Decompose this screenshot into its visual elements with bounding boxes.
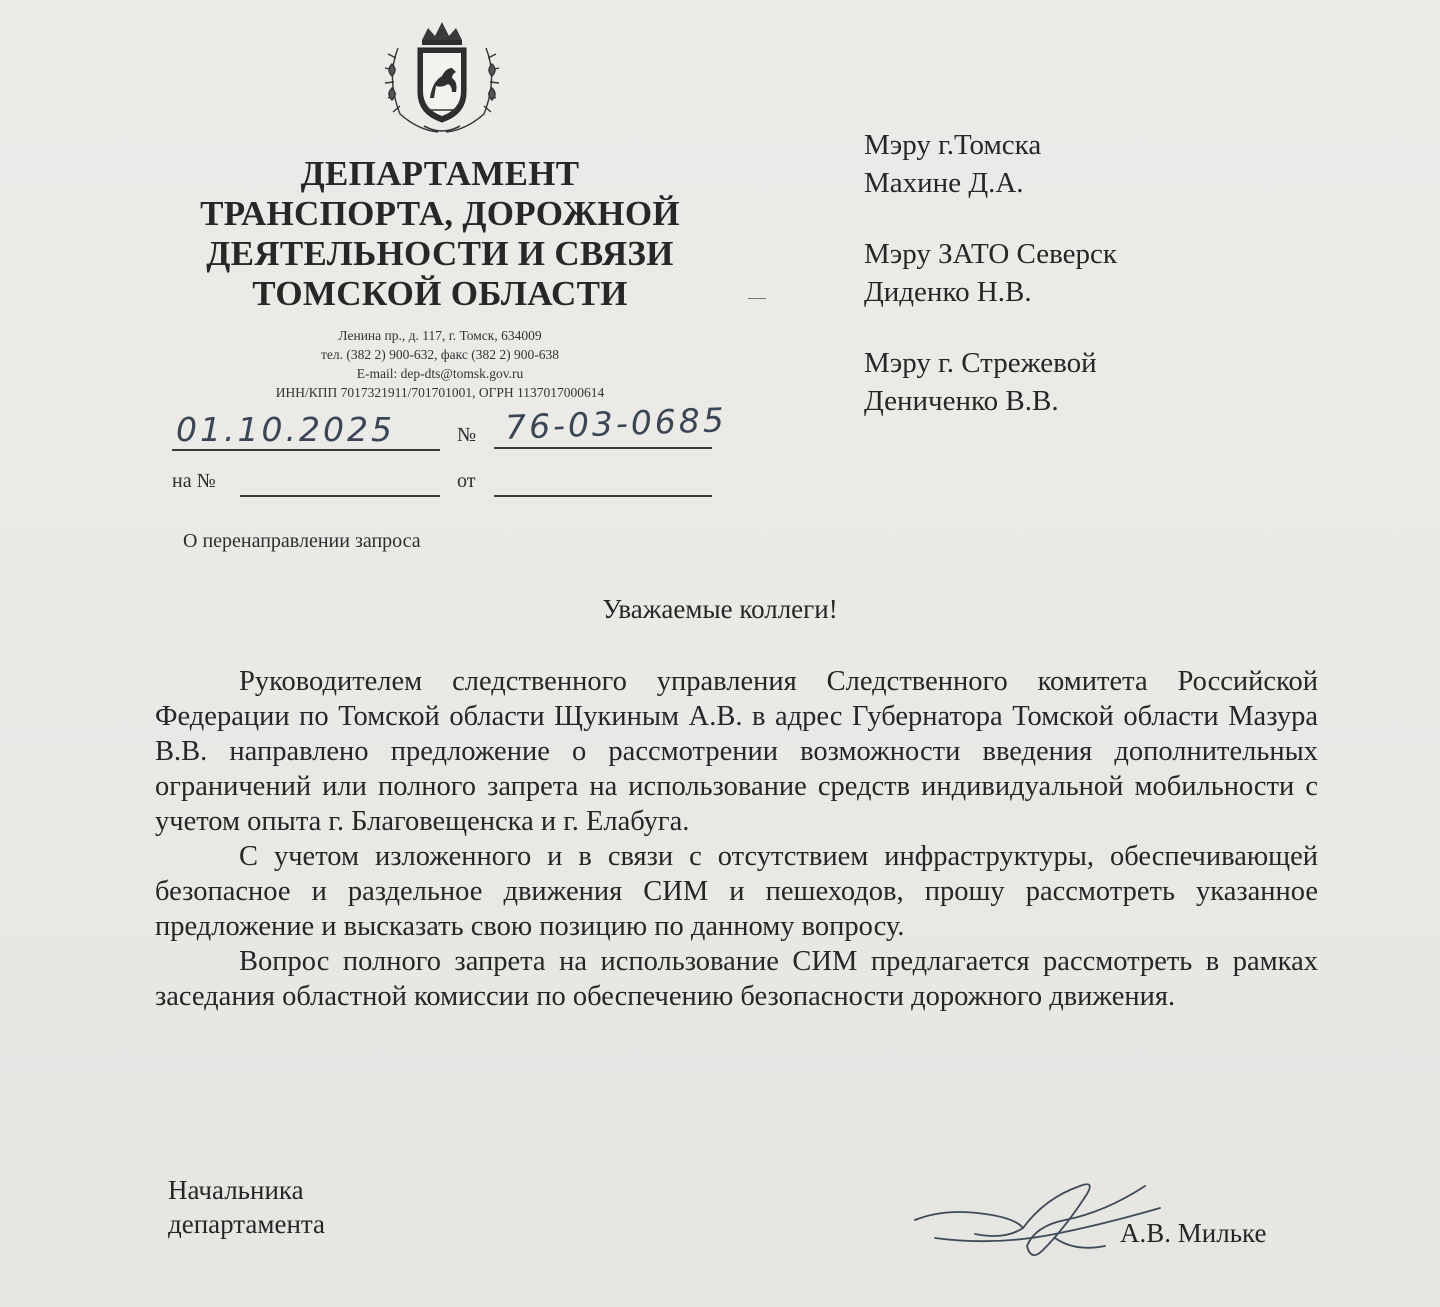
position-line: Начальника [168, 1175, 304, 1205]
body-paragraph: Руководителем следственного управления Следственного комитета Российской Федерации по Томской области Щукиным А.В. в адрес Губернатора Томской области Мазура В.В. направлено предложение о рассмотрении возможности введения дополнительных ограничений или полного запрета на использование средств индивидуальной мобильности с учетом опыта г. Благовещенска и г. Елабуга. [155, 666, 1318, 837]
reference-label: на № [172, 470, 216, 492]
handwritten-number: 76-03-0685 [504, 400, 728, 447]
contact-line: Ленина пр., д. 117, г. Томск, 634009 [338, 328, 542, 343]
department-contacts [200, 326, 680, 402]
signatory-position [168, 1173, 325, 1241]
addressee-block [864, 126, 1041, 202]
addressee-name: Махине Д.А. [864, 167, 1024, 199]
letter-subject: О перенаправлении запроса [183, 530, 421, 552]
addressee-title: Мэру ЗАТО Северск [864, 238, 1117, 270]
reference-underline [240, 495, 440, 497]
number-underline [494, 447, 712, 449]
body-paragraph: С учетом изложенного и в связи с отсутствием инфраструктуры, обеспечивающей безопасное и раздельное движения СИМ и пешеходов, прошу рассмотреть указанное предложение и высказать свою позицию по данному вопросу. [155, 841, 1318, 942]
contact-line: E-mail: dep-dts@tomsk.gov.ru [356, 366, 524, 381]
addressee-title: Мэру г. Стрежевой [864, 347, 1097, 379]
department-line: ДЕЯТЕЛЬНОСТИ И СВЯЗИ [206, 234, 674, 273]
addressee-name: Дениченко В.В. [864, 385, 1059, 417]
department-line: ТОМСКОЙ ОБЛАСТИ [252, 274, 628, 313]
handwritten-date: 01.10.2025 [176, 410, 395, 449]
number-label: № [457, 424, 477, 446]
position-line: департамента [168, 1209, 326, 1239]
department-line: ТРАНСПОРТА, ДОРОЖНОЙ [200, 194, 680, 233]
divider [748, 298, 766, 299]
contact-line: ИНН/КПП 7017321911/701701001, ОГРН 1137017000614 [275, 385, 605, 400]
department-name [180, 154, 700, 314]
date-underline [172, 449, 440, 451]
body-paragraph: Вопрос полного запрета на использование СИМ предлагается рассмотреть в рамках заседания областной комиссии по обеспечению безопасности дорожного движения. [155, 946, 1318, 1012]
addressee-block [864, 235, 1117, 311]
addressee-title: Мэру г.Томска [864, 129, 1042, 161]
signatory-name: А.В. Мильке [1120, 1218, 1267, 1248]
contact-line: тел. (382 2) 900-632, факс (382 2) 900-638 [321, 347, 559, 362]
addressee-block [864, 344, 1097, 420]
addressee-name: Диденко Н.В. [864, 276, 1032, 308]
department-line: ДЕПАРТАМЕНТ [300, 154, 580, 193]
from-label: от [457, 470, 476, 492]
letter-body [155, 664, 1318, 1014]
letter-greeting: Уважаемые коллеги! [602, 594, 838, 624]
tomsk-coat-of-arms-emblem [378, 18, 506, 136]
from-underline [494, 495, 712, 497]
